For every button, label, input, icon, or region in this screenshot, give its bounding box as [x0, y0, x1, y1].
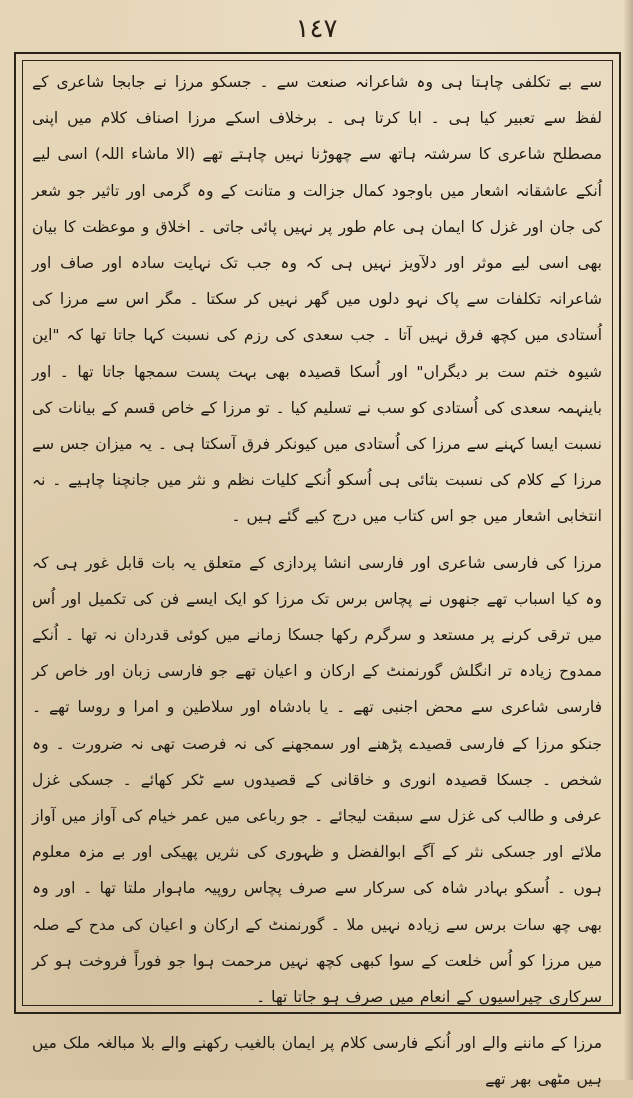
paragraph-1: سے بے تکلفی چاہتا ہی وہ شاعرانہ صنعت سے ۔ جسکو مرزا نے جابجا شاعری کے لفظ سے تعبیر کیا ہی ۔ ابا کرتا ہی ۔ برخلاف اسکے مرزا اصناف کلام میں اپنی مصطلح شاعری کا سرشتہ ہاتھ سے چھوڑنا نہیں چاہتے تھے (الا ماشاء اللہ) اسی لیے اُنکے عاشقانہ اشعار میں باوجود کمال جزالت و متانت کے وہ گرمی اور تاثیر جو شعر کی جان اور غزل کا ایمان ہی عام طور پر نہیں پائی جاتی ۔ اخلاق و موعظت کا بیان بھی اسی لیے موثر اور دلآویز نہیں ہی کہ وہ جب تک نہایت سادہ اور صاف اور شاعرانہ تکلفات سے پاک نہو دلوں میں گھر نہیں کر سکتا ۔ مگر اس سے مرزا کی اُستادی میں کچھ فرق نہیں آتا ۔ جب سعدی کی رزم کی نسبت کہا جاتا تھا کہ "این شیوہ ختم ست بر دیگراں" اور اُسکا قصیدہ بھی بہت پست سمجھا جاتا تھا ۔ اور باینہمہ سعدی کی اُستادی کو سب نے تسلیم کیا ۔ تو مرزا کے خاص قسم کے بیانات کی نسبت ایسا کہنے سے مرزا کی اُستادی میں کیونکر فرق آسکتا ہی ۔ یہ میزان جس سے مرزا کے کلام کی نسبت بتائی ہی اُسکو اُنکے کلیات نظم و نثر میں جانچنا چاہیے ۔ نہ انتخابی اشعار میں جو اس کتاب میں درج کیے گئے ہیں ۔ — [32, 73, 602, 526]
urdu-text-body — [32, 64, 602, 1089]
paragraph-3: مرزا کے ماننے والے اور اُنکے فارسی کلام پر ایمان بالغیب رکھنے والے بلا مبالغہ ملک میں ہیں مٹھی بھر تھے — [32, 1034, 602, 1089]
paragraph-2: مرزا کی فارسی شاعری اور فارسی انشا پردازی کے متعلق یہ بات قابل غور ہی کہ وہ کیا اسباب تھے جنھوں نے پچاس برس تک مرزا کو ایک ایسے فن کی تکمیل اور اُس میں ترقی کرنے پر مستعد و سرگرم رکھا جسکا زمانے میں کوئی قدردان نہ تھا ۔ اُنکے ممدوح زیادہ تر انگلش گورنمنٹ کے ارکان و اعیان تھے جو فارسی زبان اور خاص کر فارسی شاعری سے محض اجنبی تھے ۔ یا بادشاہ اور سلاطین و امرا و روسا تھے ۔ جنکو مرزا کے فارسی قصیدے پڑھنے اور سمجھنے کی نہ فرصت تھی نہ ضرورت ۔ وہ شخص ۔ جسکا قصیدہ انوری و خاقانی کے قصیدوں سے ٹکر کھائے ۔ جسکی غزل عرفی و طالب کی غزل سے سبقت لیجائے ۔ جو رباعی میں عمر خیام کی آواز میں آواز ملائے اور جسکی نثر کے آگے ابوالفضل و ظہوری کی نثریں پھیکی اور بے مزہ معلوم ہوں ۔ اُسکو بہادر شاہ کی سرکار سے صرف پچاس روپیہ ماہوار ملتا تھا ۔ اور وہ بھی چھ سات برس سے زیادہ نہیں ملا ۔ گورنمنٹ کے ارکان و اعیان کی مدح کے صلہ میں مرزا کو اُس خلعت کے سوا کبھی کچھ نہیں مرحمت ہوا جو فوراً فروخت ہو کر سرکاری چپراسیوں کے انعام میں صرف ہو جاتا تھا ۔ — [32, 553, 602, 1007]
page-edge-shadow — [623, 0, 633, 1080]
page-number: ١٤٧ — [295, 14, 338, 44]
